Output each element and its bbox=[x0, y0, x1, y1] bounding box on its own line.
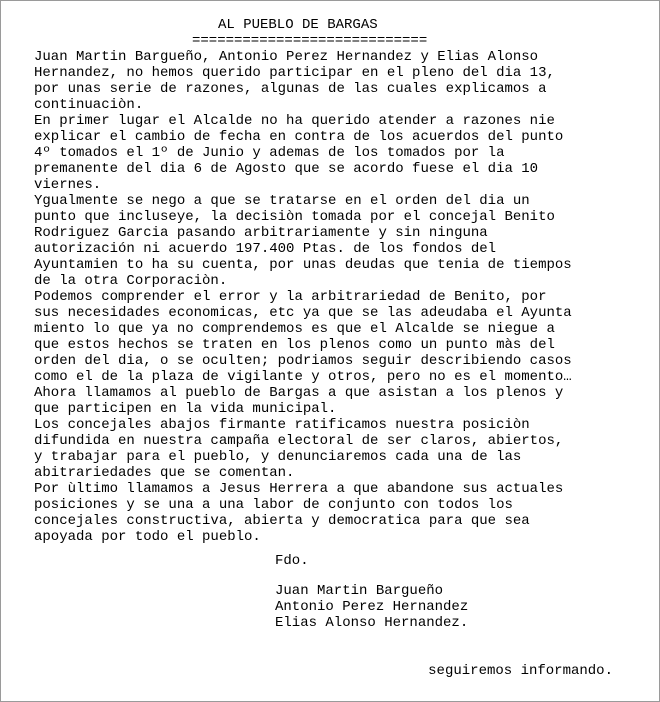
fdo-label-block bbox=[275, 553, 309, 569]
body-line: Ygualmente se nego a que se tratarse en el orden del dia un bbox=[34, 193, 530, 209]
body-line: punto que incluseye, la decisiòn tomada por el concejal Benito bbox=[34, 209, 555, 225]
closing-line: seguiremos informando. bbox=[428, 663, 613, 679]
body-line: como el de la plaza de vigilante y otros, pero no es el momento… bbox=[34, 369, 572, 385]
body-line: que participen en la vida municipal. bbox=[34, 401, 337, 417]
body-line: abitrariedades que se comentan. bbox=[34, 465, 295, 481]
document-title: AL PUEBLO DE BARGAS bbox=[218, 17, 378, 33]
body-line: miento lo que ya no comprendemos es que el Alcalde se niegue a bbox=[34, 321, 555, 337]
body-line: Podemos comprender el error y la arbitrariedad de Benito, por bbox=[34, 289, 547, 305]
body-line: premanente del dia 6 de Agosto que se acordo fuese el dia 10 bbox=[34, 161, 539, 177]
body-line: Rodriguez Garcia pasando arbitrariamente y sin ninguna bbox=[34, 225, 488, 241]
title-underline: ============================ bbox=[192, 33, 428, 49]
body-line: Ahora llamamos al pueblo de Bargas a que asistan a los plenos y bbox=[34, 385, 564, 401]
body-line: Juan Martin Bargueño, Antonio Perez Hernandez y Elias Alonso bbox=[34, 49, 539, 65]
signatures-block bbox=[275, 583, 468, 631]
body-line: apoyada por todo el pueblo. bbox=[34, 529, 261, 545]
body-line: concejales constructiva, abierta y democratica para que sea bbox=[34, 513, 530, 529]
signatory-line: Antonio Perez Hernandez bbox=[275, 599, 469, 615]
body-line: 4º tomados el 1º de Junio y ademas de los tomados por la bbox=[34, 145, 505, 161]
signatory-line: Elias Alonso Hernandez. bbox=[275, 615, 469, 631]
body-line: Hernandez, no hemos querido participar en el pleno del dia 13, bbox=[34, 65, 555, 81]
body-line: posiciones y se una a una labor de conjunto con todos los bbox=[34, 497, 513, 513]
body-line: Por ùltimo llamamos a Jesus Herrera a que abandone sus actuales bbox=[34, 481, 564, 497]
body-line: y trabajar para el pueblo, y denunciaremos cada una de las bbox=[34, 449, 522, 465]
body-line: Ayuntamien to ha su cuenta, por unas deudas que tenia de tiempos bbox=[34, 257, 572, 273]
body-line: En primer lugar el Alcalde no ha querido atender a razones nie bbox=[34, 113, 555, 129]
body-line: que estos hechos se traten en los plenos como un punto màs del bbox=[34, 337, 555, 353]
body-line: Los concejales abajos firmante ratificamos nuestra posiciòn bbox=[34, 417, 530, 433]
body-line: explicar el cambio de fecha en contra de los acuerdos del punto bbox=[34, 129, 564, 145]
body-text bbox=[34, 49, 654, 545]
body-line: viernes. bbox=[34, 177, 102, 193]
fdo-label: Fdo. bbox=[275, 553, 309, 569]
body-line: orden del dia, o se oculten; podriamos seguir describiendo casos bbox=[34, 353, 572, 369]
document-body bbox=[34, 17, 654, 545]
body-line: difundida en nuestra campaña electoral de ser claros, abiertos, bbox=[34, 433, 564, 449]
body-line: autorización ni acuerdo 197.400 Ptas. de los fondos del bbox=[34, 241, 497, 257]
body-line: sus necesidades economicas, etc ya que se las adeudaba el Ayunta bbox=[34, 305, 572, 321]
body-line: de la otra Corporaciòn. bbox=[34, 273, 228, 289]
body-line: continuaciòn. bbox=[34, 97, 144, 113]
body-line: por unas serie de razones, algunas de las cuales explicamos a bbox=[34, 81, 547, 97]
signatory-line: Juan Martin Bargueño bbox=[275, 583, 444, 599]
